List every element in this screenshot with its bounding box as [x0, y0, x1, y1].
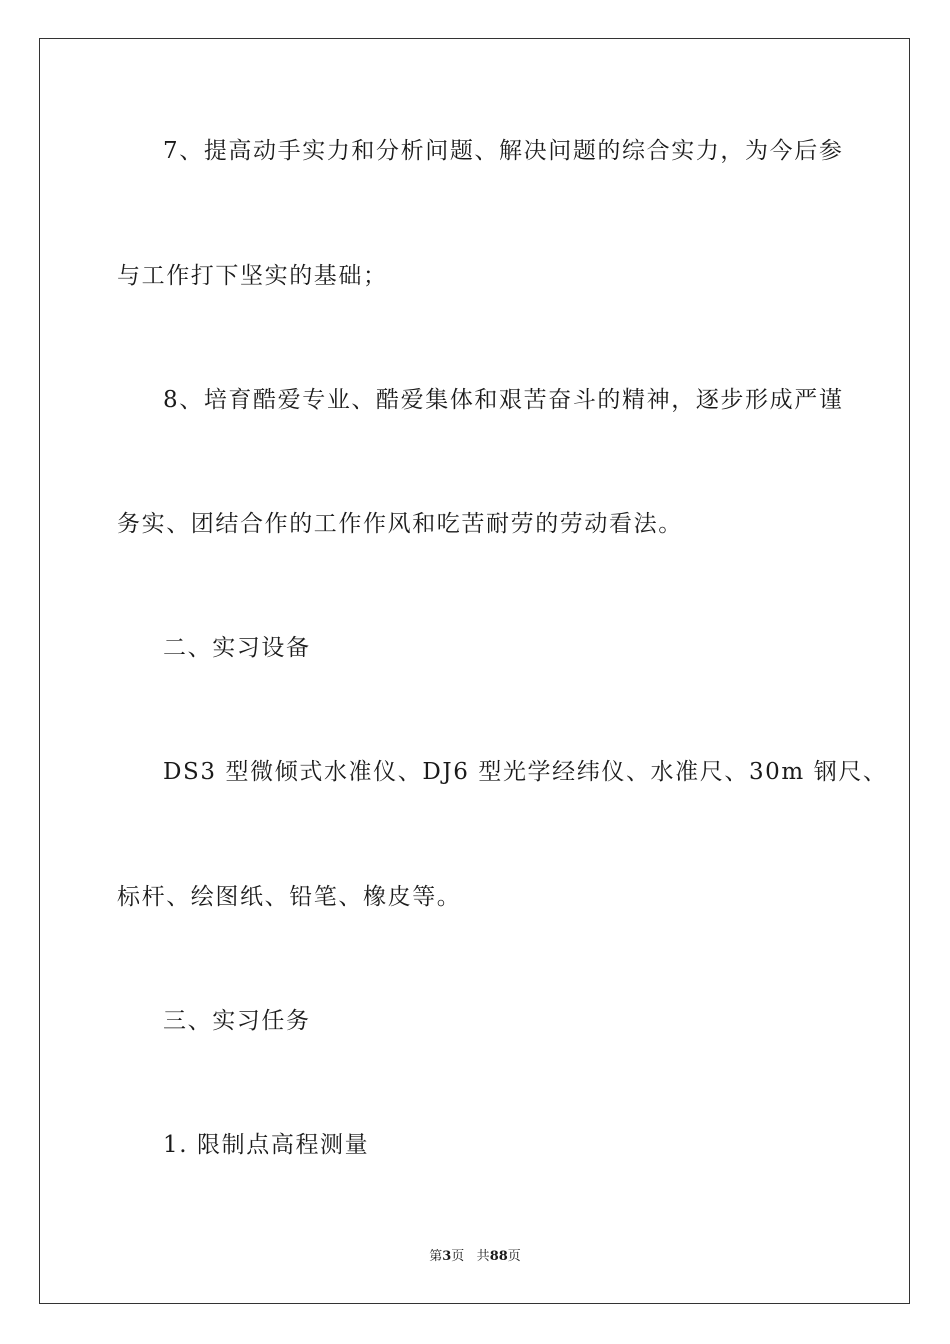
page-footer — [0, 1248, 950, 1266]
page-border — [39, 38, 910, 1304]
paragraph-equipment-end: 标杆、绘图纸、铅笔、橡皮等。 — [117, 884, 462, 910]
task-item-1: 1. 限制点高程测量 — [163, 1132, 370, 1158]
footer-total-pages: 88 — [489, 1249, 508, 1264]
paragraph-line-8-end: 务实、团结合作的工作作风和吃苦耐劳的劳动看法。 — [117, 511, 683, 537]
footer-page-unit: 页 — [451, 1249, 465, 1264]
paragraph-line-7-start: 7、提高动手实力和分析问题、解决问题的综合实力，为今后参 — [163, 138, 844, 164]
footer-total-unit: 页 — [507, 1249, 521, 1264]
footer-page-number: 3 — [442, 1249, 452, 1264]
section-heading-equipment: 二、实习设备 — [163, 635, 311, 661]
paragraph-equipment-start: DS3 型微倾式水准仪、DJ6 型光学经纬仪、水准尺、30m 钢尺、 — [163, 759, 888, 785]
paragraph-line-8-start: 8、培育酷爱专业、酷爱集体和艰苦奋斗的精神，逐步形成严谨 — [163, 387, 844, 413]
paragraph-line-7-end: 与工作打下坚实的基础； — [117, 263, 388, 289]
section-heading-tasks: 三、实习任务 — [163, 1008, 311, 1034]
footer-prefix: 第 — [429, 1249, 443, 1264]
footer-total-prefix: 共 — [476, 1249, 490, 1264]
